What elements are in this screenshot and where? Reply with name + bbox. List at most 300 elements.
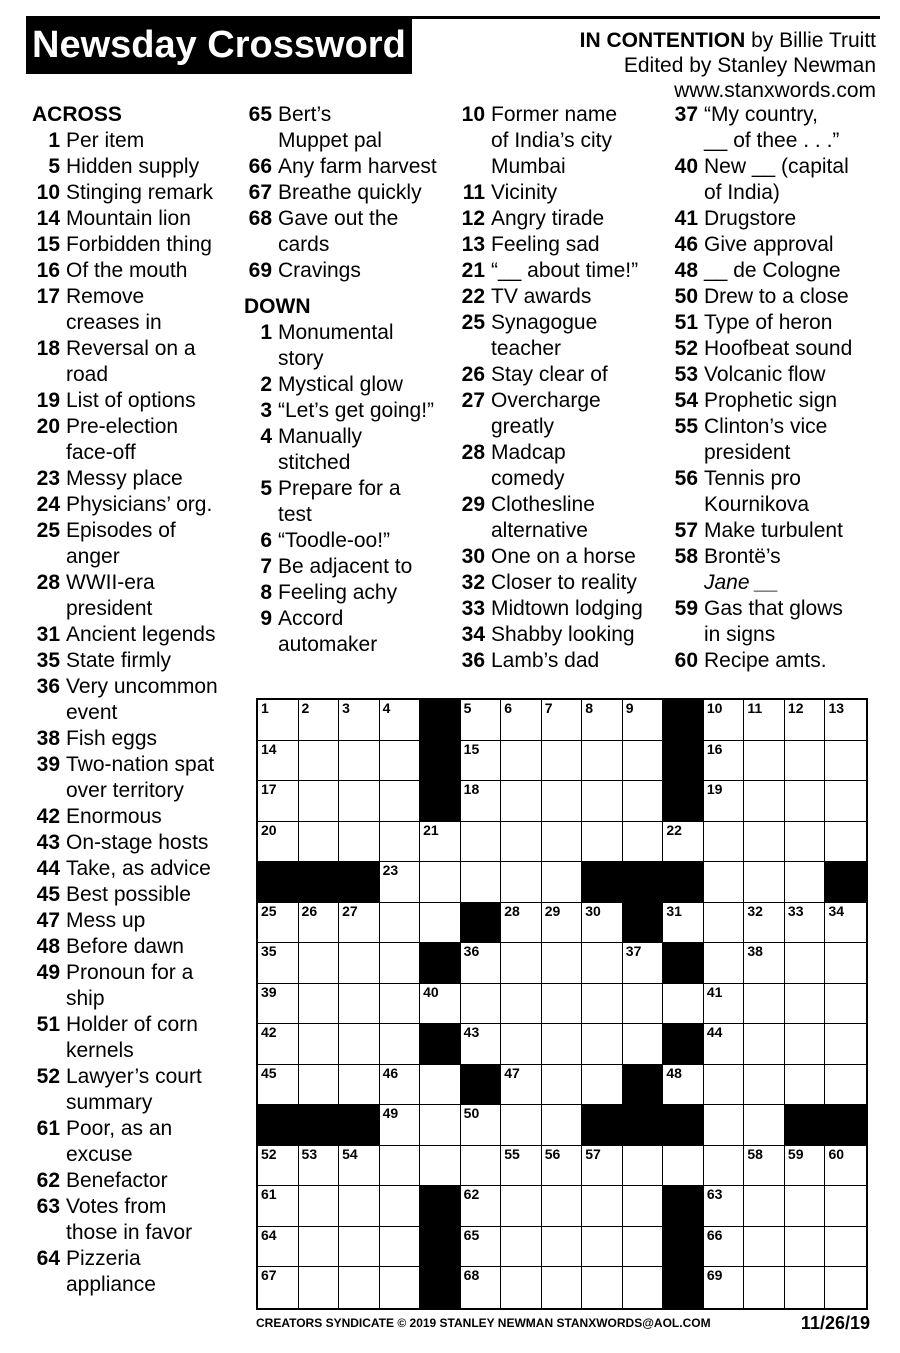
grid-cell[interactable] <box>785 903 826 944</box>
clue-number: 25 <box>36 519 60 542</box>
grid-cell[interactable] <box>785 1186 826 1227</box>
grid-cell[interactable] <box>785 943 826 984</box>
grid-cell[interactable] <box>744 700 785 741</box>
grid-cell[interactable] <box>542 903 583 944</box>
cell-number: 46 <box>382 1064 399 1081</box>
grid-cell[interactable] <box>623 700 664 741</box>
grid-cell[interactable] <box>339 1024 380 1065</box>
grid-cell[interactable] <box>785 1065 826 1106</box>
cell-number: 69 <box>706 1267 723 1284</box>
grid-cell[interactable] <box>461 700 502 741</box>
grid-cell[interactable] <box>501 741 542 782</box>
grid-cell[interactable] <box>744 1267 785 1308</box>
grid-cell[interactable] <box>299 984 340 1025</box>
grid-cell[interactable] <box>501 1024 542 1065</box>
grid-cell[interactable] <box>339 1065 380 1106</box>
cell-number: 39 <box>261 983 277 1000</box>
clue-text-line: Episodes of <box>66 519 176 542</box>
grid-cell[interactable] <box>582 1024 623 1065</box>
grid-cell[interactable] <box>744 1024 785 1065</box>
clue-text-line: New __ (capital <box>704 155 849 178</box>
grid-cell[interactable] <box>785 741 826 782</box>
grid-cell[interactable] <box>704 984 745 1025</box>
grid-cell-black <box>420 700 461 741</box>
grid-cell[interactable] <box>825 741 866 782</box>
cell-number: 13 <box>828 700 845 716</box>
grid-cell[interactable] <box>582 700 623 741</box>
clue-number: 23 <box>36 467 60 490</box>
clue-text-line: Pronoun for a <box>66 961 194 984</box>
clue <box>32 908 237 934</box>
clue-text-line: Gas that glows <box>704 597 843 620</box>
clue <box>32 518 237 570</box>
grid-cell[interactable] <box>785 1227 826 1268</box>
cell-number: 20 <box>261 821 277 838</box>
grid-cell[interactable] <box>339 781 380 822</box>
grid-cell[interactable] <box>380 1227 421 1268</box>
grid-cell-black <box>461 903 502 944</box>
grid-cell[interactable] <box>339 1146 380 1187</box>
grid-cell[interactable] <box>744 903 785 944</box>
grid-cell[interactable] <box>704 741 745 782</box>
grid-cell[interactable] <box>501 781 542 822</box>
clue-text-line: Two-nation spat <box>66 753 215 776</box>
grid-cell[interactable] <box>704 943 745 984</box>
clue-text-line: Reversal on a <box>66 337 196 360</box>
grid-cell[interactable] <box>623 1024 664 1065</box>
grid-cell[interactable] <box>420 822 461 863</box>
grid-cell[interactable] <box>704 1065 745 1106</box>
grid-cell[interactable] <box>582 781 623 822</box>
clue-text-line: those in favor <box>66 1221 193 1244</box>
grid-cell[interactable] <box>542 943 583 984</box>
grid-cell[interactable] <box>420 862 461 903</box>
grid-cell[interactable] <box>380 1024 421 1065</box>
clue-text-line: Hidden supply <box>66 155 200 178</box>
grid-cell[interactable] <box>299 741 340 782</box>
grid-cell[interactable] <box>380 1267 421 1308</box>
clue-text-line: WWII-era <box>66 571 155 594</box>
grid-cell[interactable] <box>825 903 866 944</box>
grid-cell[interactable] <box>501 1065 542 1106</box>
grid-cell[interactable] <box>258 903 299 944</box>
grid-cell[interactable] <box>339 903 380 944</box>
grid-cell[interactable] <box>501 862 542 903</box>
grid-cell[interactable] <box>704 822 745 863</box>
cell-number: 65 <box>463 1226 480 1243</box>
grid-cell[interactable] <box>501 700 542 741</box>
grid-cell[interactable] <box>663 984 704 1025</box>
grid-cell[interactable] <box>380 1186 421 1227</box>
clue-number: 47 <box>36 909 60 932</box>
clue-text-line: ship <box>66 987 105 1010</box>
clue-number: 22 <box>461 285 485 308</box>
grid-cell[interactable] <box>704 1105 745 1146</box>
grid-cell[interactable] <box>582 1227 623 1268</box>
grid-cell[interactable] <box>623 984 664 1025</box>
grid-cell[interactable] <box>461 781 502 822</box>
grid-cell[interactable] <box>501 822 542 863</box>
grid-cell[interactable] <box>744 1227 785 1268</box>
grid-cell[interactable] <box>501 1146 542 1187</box>
grid-cell[interactable] <box>623 1146 664 1187</box>
grid-cell[interactable] <box>785 1267 826 1308</box>
grid-cell[interactable] <box>461 943 502 984</box>
grid-cell[interactable] <box>663 903 704 944</box>
grid-cell[interactable] <box>704 903 745 944</box>
grid-cell[interactable] <box>542 700 583 741</box>
grid-cell[interactable] <box>461 822 502 863</box>
cell-number: 43 <box>463 1024 480 1041</box>
grid-cell[interactable] <box>542 741 583 782</box>
clue-text-line: greatly <box>491 415 555 438</box>
grid-cell[interactable] <box>542 1065 583 1106</box>
grid-cell[interactable] <box>663 1065 704 1106</box>
clue-text-line: Prepare for a <box>278 477 401 500</box>
grid-cell[interactable] <box>704 862 745 903</box>
grid-cell[interactable] <box>258 822 299 863</box>
clue-text-line: Shabby looking <box>491 623 635 646</box>
grid-cell[interactable] <box>258 741 299 782</box>
grid-cell[interactable] <box>420 903 461 944</box>
grid-cell-black <box>663 700 704 741</box>
grid-cell[interactable] <box>825 1267 866 1308</box>
clue-text-line: Physicians’ org. <box>66 493 213 516</box>
grid-cell-black <box>663 943 704 984</box>
grid-cell[interactable] <box>339 984 380 1025</box>
grid-cell[interactable] <box>542 822 583 863</box>
clue <box>32 934 237 960</box>
grid-cell[interactable] <box>623 781 664 822</box>
grid-cell[interactable] <box>339 822 380 863</box>
grid-cell[interactable] <box>501 1267 542 1308</box>
clue-text-line: Any farm harvest <box>278 155 437 178</box>
clue-number: 29 <box>461 493 485 516</box>
grid-cell[interactable] <box>785 1146 826 1187</box>
grid-cell-black <box>663 741 704 782</box>
grid-cell[interactable] <box>785 700 826 741</box>
grid-cell[interactable] <box>461 1186 502 1227</box>
clue-text-line: creases in <box>66 311 162 334</box>
cell-number: 45 <box>261 1064 277 1081</box>
grid-cell[interactable] <box>785 781 826 822</box>
grid-cell[interactable] <box>501 903 542 944</box>
clue-text-line: appliance <box>66 1273 156 1296</box>
grid-cell[interactable] <box>542 1227 583 1268</box>
grid-cell[interactable] <box>825 1146 866 1187</box>
grid-cell[interactable] <box>704 781 745 822</box>
grid-cell[interactable] <box>380 700 421 741</box>
grid-cell[interactable] <box>542 1267 583 1308</box>
spacer <box>244 284 452 294</box>
grid-cell[interactable] <box>299 781 340 822</box>
grid-cell[interactable] <box>785 862 826 903</box>
grid-cell[interactable] <box>744 1186 785 1227</box>
grid-cell-black <box>663 781 704 822</box>
clue <box>670 518 878 544</box>
grid-cell[interactable] <box>380 741 421 782</box>
clue-number: 20 <box>36 415 60 438</box>
clue <box>670 466 878 518</box>
grid-cell[interactable] <box>380 943 421 984</box>
clue-text-line: Madcap <box>491 441 566 464</box>
grid-cell[interactable] <box>623 822 664 863</box>
grid-cell[interactable] <box>582 943 623 984</box>
grid-cell[interactable] <box>299 943 340 984</box>
grid-cell[interactable] <box>582 822 623 863</box>
grid-cell[interactable] <box>461 862 502 903</box>
clue-text-line: stitched <box>278 451 351 474</box>
grid-cell[interactable] <box>258 1186 299 1227</box>
grid-cell[interactable] <box>258 984 299 1025</box>
grid-cell[interactable] <box>582 903 623 944</box>
clue-number: 48 <box>36 935 60 958</box>
grid-cell[interactable] <box>542 984 583 1025</box>
grid-cell[interactable] <box>339 741 380 782</box>
grid-cell-black <box>420 943 461 984</box>
grid-cell[interactable] <box>461 1227 502 1268</box>
grid-cell[interactable] <box>380 1065 421 1106</box>
clue-number: 37 <box>674 103 698 126</box>
grid-cell[interactable] <box>380 903 421 944</box>
grid-cell[interactable] <box>258 1146 299 1187</box>
grid-cell[interactable] <box>663 822 704 863</box>
grid-cell[interactable] <box>744 822 785 863</box>
grid-cell[interactable] <box>339 943 380 984</box>
clue-number: 12 <box>461 207 485 230</box>
grid-cell[interactable] <box>501 1105 542 1146</box>
grid-cell[interactable] <box>380 1105 421 1146</box>
grid-cell[interactable] <box>380 984 421 1025</box>
clue-text-line: Mess up <box>66 909 146 932</box>
clue <box>670 336 878 362</box>
grid-cell[interactable] <box>258 1267 299 1308</box>
clue-number: 45 <box>36 883 60 906</box>
grid-cell[interactable] <box>299 1267 340 1308</box>
grid-cell[interactable] <box>461 741 502 782</box>
grid-cell[interactable] <box>744 741 785 782</box>
grid-cell[interactable] <box>380 862 421 903</box>
clue-text-line: Lamb’s dad <box>491 649 600 672</box>
grid-cell[interactable] <box>258 943 299 984</box>
grid-cell[interactable] <box>501 943 542 984</box>
grid-cell-black <box>339 862 380 903</box>
clue-text-line: over territory <box>66 779 184 802</box>
grid-cell[interactable] <box>623 943 664 984</box>
grid-cell[interactable] <box>825 1186 866 1227</box>
grid-cell[interactable] <box>825 822 866 863</box>
grid-cell[interactable] <box>582 1186 623 1227</box>
grid-cell[interactable] <box>339 1186 380 1227</box>
clue-text-line: Closer to reality <box>491 571 637 594</box>
cell-number: 22 <box>666 821 682 838</box>
grid-cell[interactable] <box>380 781 421 822</box>
grid-cell[interactable] <box>258 1065 299 1106</box>
grid-cell[interactable] <box>704 700 745 741</box>
grid-cell[interactable] <box>825 700 866 741</box>
grid-cell[interactable] <box>299 700 340 741</box>
grid-cell[interactable] <box>339 1267 380 1308</box>
cell-number: 58 <box>747 1145 763 1162</box>
grid-cell[interactable] <box>623 741 664 782</box>
grid-cell[interactable] <box>299 1146 340 1187</box>
grid-cell[interactable] <box>704 1227 745 1268</box>
grid-cell[interactable] <box>299 1227 340 1268</box>
grid-cell[interactable] <box>785 822 826 863</box>
clue-number: 43 <box>36 831 60 854</box>
grid-cell[interactable] <box>744 862 785 903</box>
cell-number: 40 <box>423 983 439 1000</box>
grid-cell[interactable] <box>501 1227 542 1268</box>
grid-cell[interactable] <box>825 1227 866 1268</box>
grid-cell[interactable] <box>461 1024 502 1065</box>
grid-cell[interactable] <box>542 1146 583 1187</box>
clue <box>32 1012 237 1064</box>
cell-number: 34 <box>828 902 845 919</box>
grid-cell[interactable] <box>461 1105 502 1146</box>
grid-cell[interactable] <box>825 984 866 1025</box>
grid-cell[interactable] <box>339 1227 380 1268</box>
grid-cell[interactable] <box>258 1024 299 1065</box>
grid-cell[interactable] <box>825 943 866 984</box>
clue <box>457 232 665 258</box>
clue-text-line: Lawyer’s court <box>66 1065 202 1088</box>
cell-number: 21 <box>423 821 439 838</box>
clue <box>457 362 665 388</box>
cell-number: 49 <box>382 1105 399 1122</box>
grid-cell[interactable] <box>501 984 542 1025</box>
grid-cell[interactable] <box>461 1146 502 1187</box>
clue-text-line: Angry tirade <box>491 207 605 230</box>
grid-cell[interactable] <box>420 1065 461 1106</box>
clue-number: 69 <box>248 259 272 282</box>
clue <box>244 206 452 258</box>
clue-number: 27 <box>461 389 485 412</box>
grid-cell[interactable] <box>339 700 380 741</box>
clue-number: 13 <box>461 233 485 256</box>
clue-number: 38 <box>36 727 60 750</box>
clue <box>32 466 237 492</box>
cell-number: 8 <box>585 700 594 716</box>
grid-cell[interactable] <box>542 862 583 903</box>
cell-number: 50 <box>463 1105 480 1122</box>
grid-cell[interactable] <box>704 1146 745 1187</box>
footer-credit: CREATORS SYNDICATE © 2019 STANLEY NEWMAN STANXWORDS@AOL.COM <box>256 1316 711 1330</box>
grid-cell[interactable] <box>744 1065 785 1106</box>
grid-cell[interactable] <box>299 1065 340 1106</box>
grid-cell[interactable] <box>299 822 340 863</box>
clue-text-line: Tennis pro <box>704 467 801 490</box>
grid-cell[interactable] <box>461 1267 502 1308</box>
grid-cell[interactable] <box>785 1024 826 1065</box>
clue-number: 54 <box>674 389 698 412</box>
grid-cell[interactable] <box>582 741 623 782</box>
clue-number: 34 <box>461 623 485 646</box>
grid-cell[interactable] <box>380 1146 421 1187</box>
grid-cell[interactable] <box>623 1227 664 1268</box>
grid-cell[interactable] <box>744 943 785 984</box>
grid-cell[interactable] <box>542 1024 583 1065</box>
grid-cell[interactable] <box>744 781 785 822</box>
grid-cell[interactable] <box>420 984 461 1025</box>
clue-number: 53 <box>674 363 698 386</box>
grid-cell[interactable] <box>825 1024 866 1065</box>
grid-cell[interactable] <box>461 984 502 1025</box>
cell-number: 2 <box>301 700 310 716</box>
grid-cell[interactable] <box>704 1267 745 1308</box>
grid-cell[interactable] <box>258 1227 299 1268</box>
clue-number: 48 <box>674 259 698 282</box>
clue-text-line: of India) <box>704 181 780 204</box>
grid-cell[interactable] <box>582 984 623 1025</box>
grid-cell[interactable] <box>299 1186 340 1227</box>
clue <box>32 674 237 726</box>
clue <box>32 336 237 388</box>
grid-cell[interactable] <box>704 1186 745 1227</box>
clue-number: 26 <box>461 363 485 386</box>
grid-cell[interactable] <box>744 1105 785 1146</box>
clue-text-line: road <box>66 363 109 386</box>
grid-cell[interactable] <box>542 781 583 822</box>
grid-cell[interactable] <box>582 1146 623 1187</box>
grid-cell[interactable] <box>542 1105 583 1146</box>
grid-cell[interactable] <box>501 1186 542 1227</box>
grid-cell[interactable] <box>420 1146 461 1187</box>
grid-cell[interactable] <box>299 903 340 944</box>
clue <box>457 596 665 622</box>
clue <box>32 1116 237 1168</box>
clue-number: 46 <box>674 233 698 256</box>
cell-number: 42 <box>261 1024 277 1041</box>
clue-number: 21 <box>461 259 485 282</box>
clue-text-line: Of the mouth <box>66 259 188 282</box>
clue-text-line: in signs <box>704 623 776 646</box>
grid-cell[interactable] <box>663 1146 704 1187</box>
clue-number: 63 <box>36 1195 60 1218</box>
grid-cell[interactable] <box>582 1267 623 1308</box>
grid-cell[interactable] <box>825 781 866 822</box>
clue-text-line: Best possible <box>66 883 191 906</box>
section-heading: DOWN <box>244 295 311 318</box>
grid-cell[interactable] <box>704 1024 745 1065</box>
grid-cell[interactable] <box>785 984 826 1025</box>
grid-cell[interactable] <box>623 1186 664 1227</box>
grid-cell[interactable] <box>380 822 421 863</box>
grid-cell-black <box>299 862 340 903</box>
grid-cell[interactable] <box>744 1146 785 1187</box>
cell-number: 29 <box>544 902 561 919</box>
grid-cell[interactable] <box>299 1024 340 1065</box>
cell-number: 14 <box>261 740 277 757</box>
grid-cell[interactable] <box>258 781 299 822</box>
clue <box>244 154 452 180</box>
clue-text-line: Give approval <box>704 233 834 256</box>
cell-number: 52 <box>261 1145 277 1162</box>
grid-cell[interactable] <box>825 1065 866 1106</box>
grid-cell[interactable] <box>542 1186 583 1227</box>
clue-text-line: Take, as advice <box>66 857 211 880</box>
grid-cell[interactable] <box>623 1267 664 1308</box>
grid-cell[interactable] <box>420 1105 461 1146</box>
grid-cell[interactable] <box>744 984 785 1025</box>
grid-cell[interactable] <box>258 700 299 741</box>
section-heading: ACROSS <box>32 103 122 126</box>
cell-number: 6 <box>504 700 512 716</box>
grid-cell[interactable] <box>582 1065 623 1106</box>
cell-number: 47 <box>504 1064 520 1081</box>
puzzle-date: 11/26/19 <box>800 1313 870 1333</box>
grid-cell-black <box>663 1105 704 1146</box>
